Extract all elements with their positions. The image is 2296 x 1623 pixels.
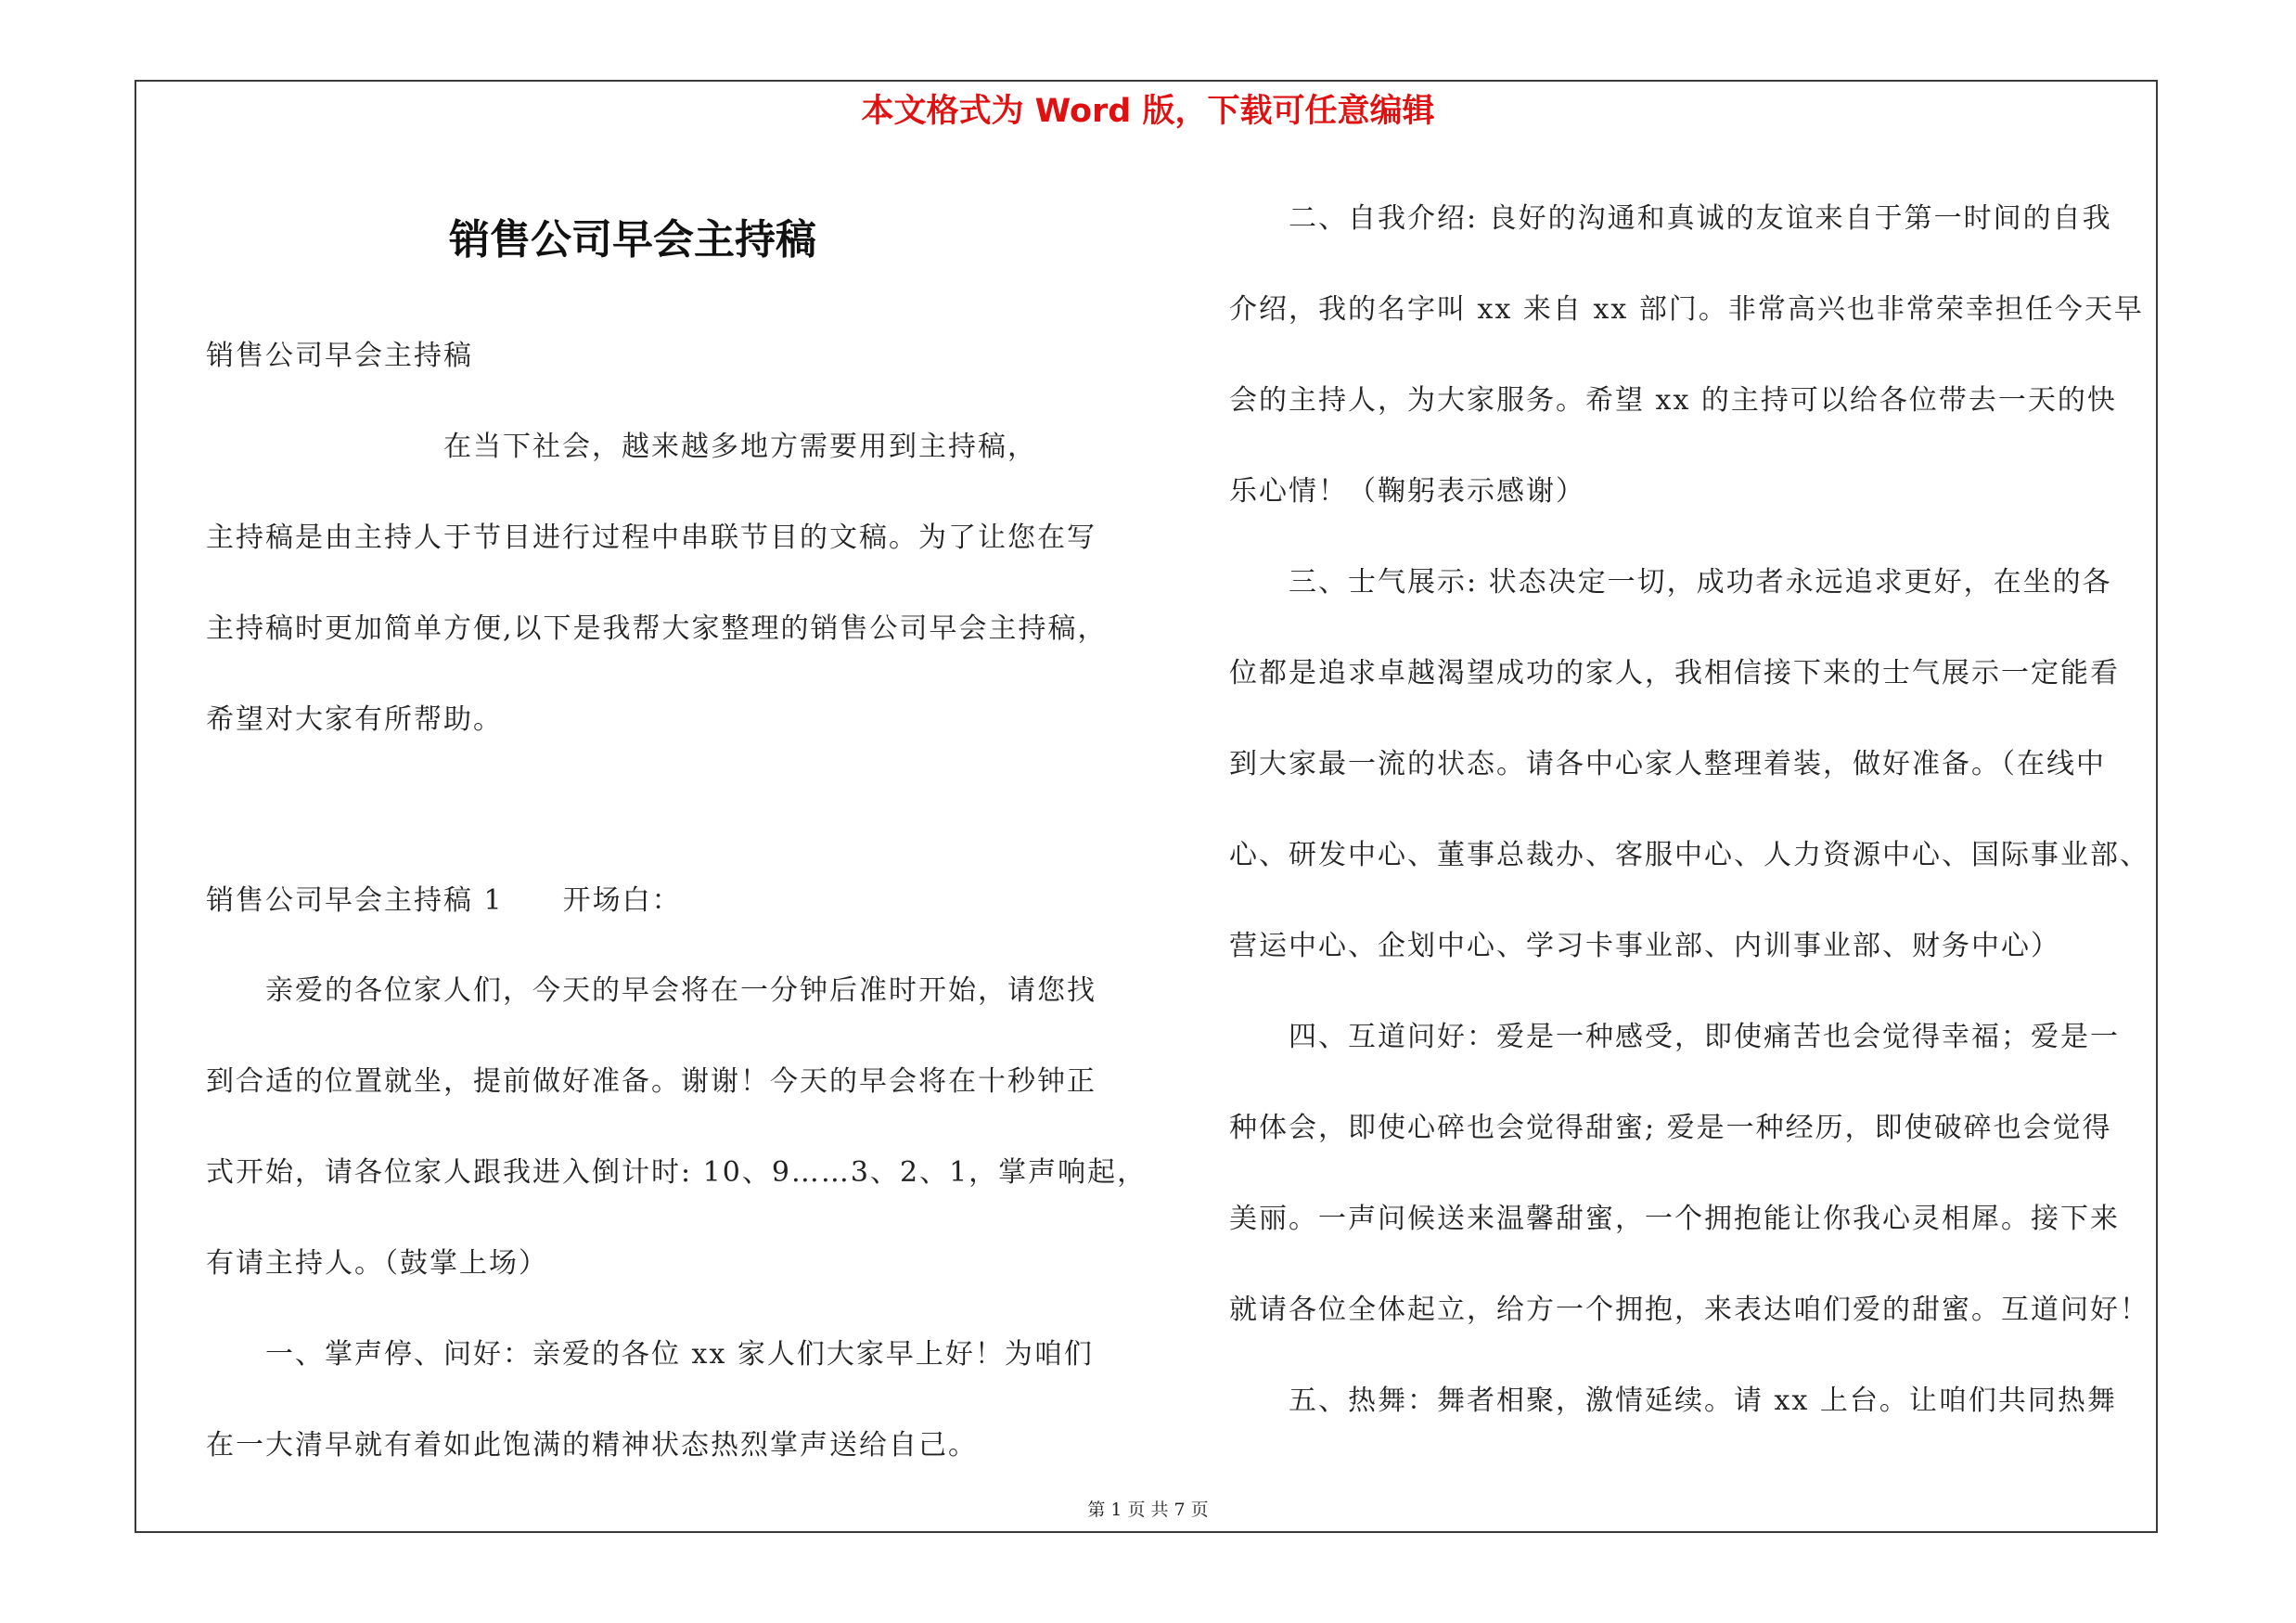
document-title: 销售公司早会主持稿 bbox=[449, 216, 816, 264]
right-line: 三、士气展示: 状态决定一切，成功者永远追求更好，在坐的各 bbox=[1229, 566, 2112, 599]
right-line: 二、自我介绍: 良好的沟通和真诚的友谊来自于第一时间的自我 bbox=[1229, 202, 2112, 235]
page-number: 第 1 页 共 7 页 bbox=[1087, 1500, 1209, 1520]
left-line: 希望对大家有所帮助。 bbox=[206, 703, 503, 736]
left-line: 式开始，请各位家人跟我进入倒计时: 10、9……3、2、1，掌声响起， bbox=[206, 1156, 1148, 1189]
format-banner: 本文格式为 Word 版，下载可任意编辑 bbox=[861, 93, 1435, 130]
left-line: 亲爱的各位家人们，今天的早会将在一分钟后准时开始，请您找 bbox=[206, 974, 1097, 1007]
right-line: 营运中心、企划中心、学习卡事业部、内训事业部、财务中心） bbox=[1229, 930, 2060, 962]
left-line: 主持稿时更加简单方便,以下是我帮大家整理的销售公司早会主持稿， bbox=[206, 612, 1108, 645]
left-line: 主持稿是由主持人于节目进行过程中串联节目的文稿。为了让您在写 bbox=[206, 522, 1097, 554]
left-line: 销售公司早会主持稿 bbox=[206, 340, 473, 372]
right-line: 会的主持人，为大家服务。希望 xx 的主持可以给各位带去一天的快 bbox=[1229, 384, 2117, 417]
right-line: 五、热舞：舞者相聚，激情延续。请 xx 上台。让咱们共同热舞 bbox=[1229, 1385, 2117, 1417]
right-line: 种体会，即使心碎也会觉得甜蜜; 爱是一种经历，即使破碎也会觉得 bbox=[1229, 1112, 2112, 1144]
left-line: 在当下社会，越来越多地方需要用到主持稿， bbox=[206, 431, 1037, 463]
left-line: 销售公司早会主持稿 1 开场白： bbox=[206, 884, 682, 917]
right-line: 到大家最一流的状态。请各中心家人整理着装，做好准备。（在线中 bbox=[1229, 748, 2106, 780]
right-line: 心、研发中心、董事总裁办、客服中心、人力资源中心、国际事业部、 bbox=[1229, 839, 2149, 871]
right-line: 位都是追求卓越渴望成功的家人，我相信接下来的士气展示一定能看 bbox=[1229, 657, 2120, 689]
right-line: 四、互道问好：爱是一种感受，即使痛苦也会觉得幸福；爱是一 bbox=[1229, 1021, 2120, 1053]
right-line: 介绍，我的名字叫 xx 来自 xx 部门。非常高兴也非常荣幸担任今天早 bbox=[1229, 293, 2144, 326]
left-line: 一、掌声停、问好：亲爱的各位 xx 家人们大家早上好！为咱们 bbox=[206, 1338, 1094, 1371]
right-line: 就请各位全体起立，给方一个拥抱，来表达咱们爱的甜蜜。互道问好！ bbox=[1229, 1294, 2149, 1326]
left-line: 到合适的位置就坐，提前做好准备。谢谢！今天的早会将在十秒钟正 bbox=[206, 1065, 1097, 1098]
left-line: 有请主持人。（鼓掌上场） bbox=[206, 1247, 548, 1280]
right-line: 美丽。一声问候送来温馨甜蜜，一个拥抱能让你我心灵相犀。接下来 bbox=[1229, 1203, 2120, 1235]
right-line: 乐心情！（鞠躬表示感谢） bbox=[1229, 475, 1585, 508]
left-line: 在一大清早就有着如此饱满的精神状态热烈掌声送给自己。 bbox=[206, 1429, 978, 1462]
